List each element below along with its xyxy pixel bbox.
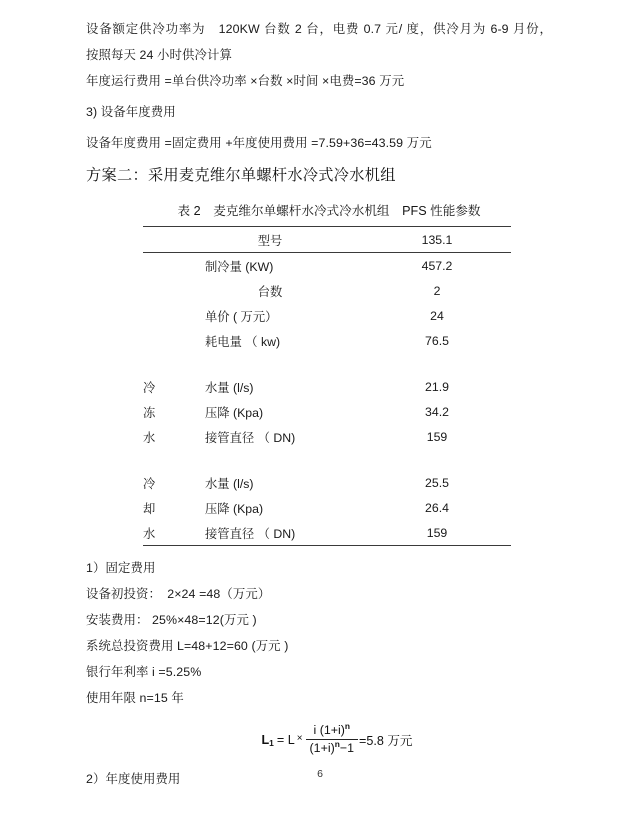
table-spacer-row xyxy=(143,449,511,470)
spacer-cell xyxy=(363,353,511,374)
spacer-cell xyxy=(363,449,511,470)
row-value: 135.1 xyxy=(363,227,511,253)
row-group-label xyxy=(143,227,177,253)
formula-result: =5.8 万元 xyxy=(358,734,413,749)
table-row xyxy=(143,227,511,253)
table-row xyxy=(143,303,511,328)
paragraph-service-life: 使用年限 n=15 年 xyxy=(86,691,184,705)
paragraph-annual-operating-cost: 年度运行费用 =单台供冷功率 ×台数 ×时间 ×电费=36 万元 xyxy=(86,74,405,88)
row-label: 水量 (l/s) xyxy=(205,476,254,491)
group-char-chilled-2: 冻 xyxy=(143,405,156,420)
formula-numerator xyxy=(310,723,354,739)
row-group-label xyxy=(143,303,177,328)
table-spacer-row xyxy=(143,353,511,374)
spacer-cell xyxy=(177,449,363,470)
row-value: 457.2 xyxy=(421,258,453,273)
formula-equals-l: = L xyxy=(276,732,295,747)
formula-lhs-subscript: 1 xyxy=(269,737,274,748)
row-value: 21.9 xyxy=(425,379,449,394)
table-caption: 表 2 麦克维尔单螺杆水冷式冷水机组 PFS 性能参数 xyxy=(177,204,481,218)
multiply-icon: × xyxy=(296,733,303,745)
row-value: 159 xyxy=(426,429,448,444)
spacer-cell xyxy=(143,449,177,470)
row-label: 型号 xyxy=(177,227,363,253)
paragraph-rated-power-line2: 按照每天 24 小时供冷计算 xyxy=(86,48,232,62)
row-label: 耗电量 （ kw) xyxy=(205,334,281,349)
denominator-tail: −1 xyxy=(339,741,354,756)
row-label: 水量 (l/s) xyxy=(205,380,254,395)
group-char-chilled-3: 水 xyxy=(143,430,156,445)
table-row-chilled-water xyxy=(143,399,511,424)
denominator-part-a: (1 xyxy=(309,741,321,756)
heading-scheme-two: 方案二：采用麦克维尔单螺杆水冷式冷水机组 xyxy=(86,167,396,184)
page-number: 6 xyxy=(317,768,323,780)
numerator-exponent: n xyxy=(344,721,350,731)
table-row xyxy=(143,328,511,353)
row-label: 压降 (Kpa) xyxy=(205,501,264,516)
table-row-cooling-water xyxy=(143,495,511,520)
paragraph-fixed-cost-title: 1）固定费用 xyxy=(86,561,156,575)
denominator-part-b: +i) xyxy=(320,741,335,756)
numerator-part-b: +i) xyxy=(330,723,345,737)
paragraph-total-investment: 系统总投资费用 L=48+12=60 (万元 ) xyxy=(86,639,289,653)
spec-table xyxy=(143,226,511,546)
row-label: 接管直径 （ DN) xyxy=(205,430,296,445)
paragraph-annual-equipment-cost: 设备年度费用 =固定费用 +年度使用费用 =7.59+36=43.59 万元 xyxy=(86,136,432,150)
row-value: 24 xyxy=(430,308,444,323)
row-value: 34.2 xyxy=(425,404,449,419)
annuity-formula xyxy=(261,723,412,756)
row-group-label xyxy=(143,253,177,279)
row-label: 制冷量 (KW) xyxy=(205,259,274,274)
group-char-cooling-2: 却 xyxy=(143,501,156,516)
denominator-exponent: n xyxy=(334,739,340,750)
paragraph-rated-power-line1: 设备额定供冷功率为 120KW 台数 2 台，电费 0.7 元/ 度，供冷月为 6-9 月份， xyxy=(86,22,552,36)
row-value: 26.4 xyxy=(425,500,449,515)
row-label: 压降 (Kpa) xyxy=(205,405,264,420)
row-group-label xyxy=(143,328,177,353)
row-label: 单价 ( 万元） xyxy=(205,309,278,324)
row-group-label xyxy=(143,278,177,303)
formula-container xyxy=(86,723,556,756)
paragraph-installation-cost: 安装费用： 25%×48=12(万元 ) xyxy=(86,613,257,627)
formula-fraction xyxy=(306,723,358,756)
paragraph-bank-rate: 银行年利率 i =5.25% xyxy=(86,665,202,679)
spacer-cell xyxy=(177,353,363,374)
group-char-cooling-1: 冷 xyxy=(143,476,156,491)
table-row-cooling-water xyxy=(143,470,511,495)
formula-denominator xyxy=(306,740,358,756)
table-row xyxy=(143,278,511,303)
group-char-chilled-1: 冷 xyxy=(143,380,156,395)
row-value: 2 xyxy=(433,283,441,298)
formula-lhs: L xyxy=(261,732,270,747)
row-label: 台数 xyxy=(257,284,283,299)
group-char-cooling-3: 水 xyxy=(143,520,177,546)
paragraph-annual-usage-cost-title: 2）年度使用费用 xyxy=(86,772,181,787)
table-row-chilled-water xyxy=(143,424,511,449)
table-row-chilled-water xyxy=(143,374,511,399)
numerator-part-a: i (1 xyxy=(313,723,331,737)
page-content xyxy=(86,16,556,792)
row-label: 接管直径 （ DN) xyxy=(177,520,363,546)
row-value: 76.5 xyxy=(425,333,449,348)
row-value: 25.5 xyxy=(425,475,449,490)
paragraph-section-3-title: 3) 设备年度费用 xyxy=(86,105,176,119)
row-value: 159 xyxy=(363,520,511,546)
spacer-cell xyxy=(143,353,177,374)
table-row xyxy=(143,253,511,279)
paragraph-initial-investment: 设备初投资： 2×24 =48（万元） xyxy=(86,587,271,601)
table-row-cooling-water xyxy=(143,520,511,546)
spec-table-container xyxy=(86,200,552,546)
